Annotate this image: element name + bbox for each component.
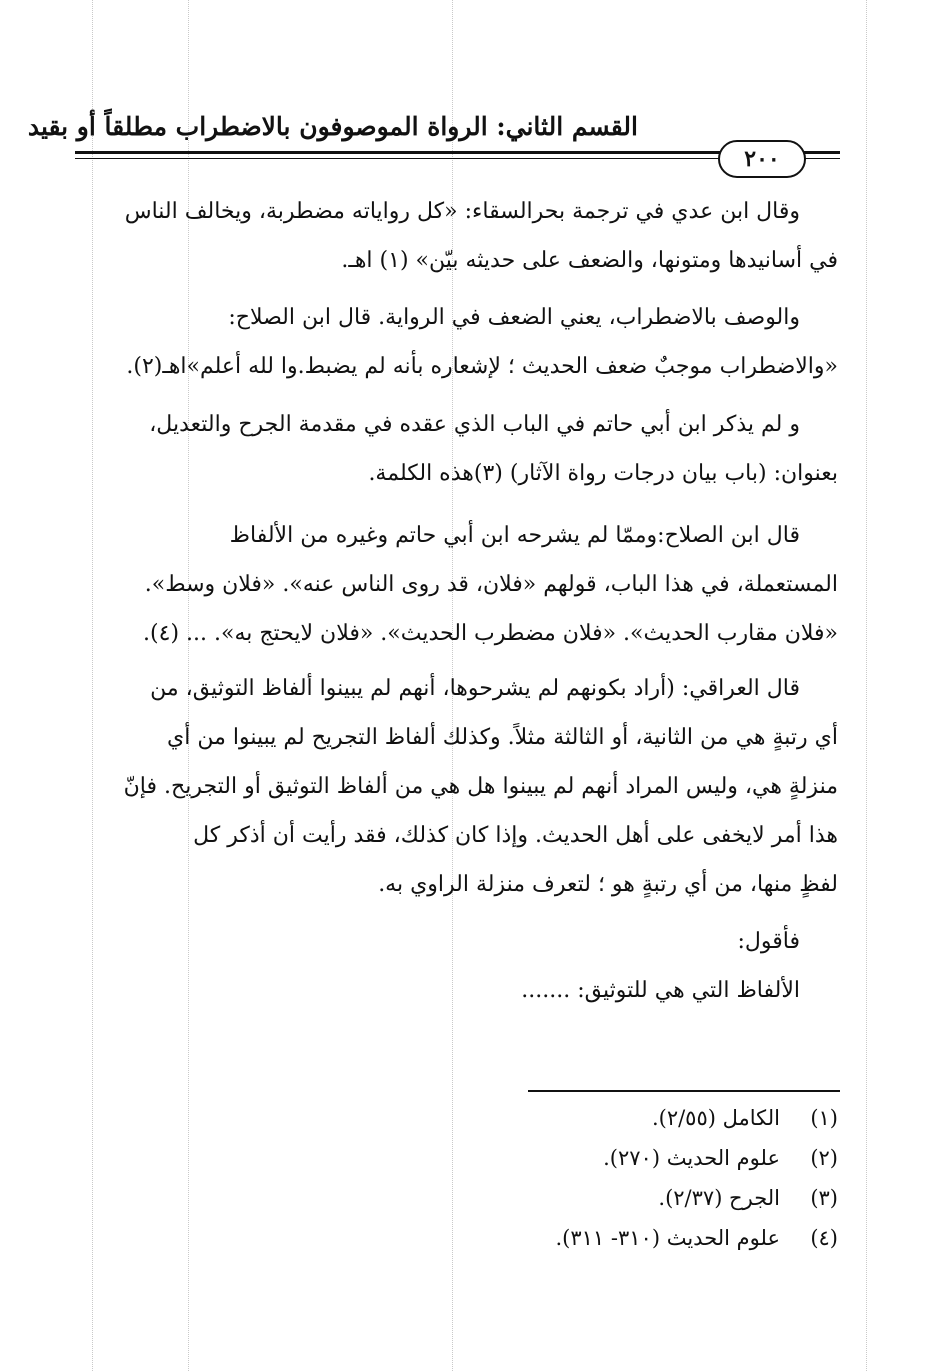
scan-artifact <box>866 0 867 1371</box>
text-line: «والاضطراب موجبٌ ضعف الحديث ؛ لإشعاره بأنه لم يضبط.وا لله أعلم»اهـ(٢). <box>126 354 838 379</box>
text-line: المستعملة، في هذا الباب، قولهم «فلان، قد روى الناس عنه». «فلان وسط». <box>144 572 838 597</box>
footnote-item <box>400 1098 838 1138</box>
text-line: لفظٍ منها، من أي رتبةٍ هو ؛ لتعرف منزلة الراوي به. <box>378 872 838 897</box>
text-line: والوصف بالاضطراب، يعني الضعف في الرواية. قال ابن الصلاح: <box>228 305 800 330</box>
text-line: أي رتبةٍ هي من الثانية، أو الثالثة مثلاً. وكذلك ألفاظ التجريح لم يبينوا من أي <box>167 725 838 750</box>
text-line: بعنوان: (باب بيان درجات رواة الآثار) (٣)هذه الكلمة. <box>368 461 838 486</box>
paragraph-ibn-salah <box>78 511 838 658</box>
paragraph-ibn-adi <box>78 187 838 285</box>
footnote-separator <box>528 1090 840 1092</box>
footnote-item <box>400 1218 838 1258</box>
paragraph-conclusion <box>78 917 838 1015</box>
paragraph-definition <box>78 293 838 391</box>
text-line: منزلةٍ هي، وليس المراد أنهم لم يبينوا هل هي من ألفاظ التوثيق أو التجريح. فإنّ <box>123 774 838 799</box>
paragraph-ibn-abi-hatim <box>78 400 838 498</box>
paragraph-iraqi <box>78 664 838 909</box>
footnote-item <box>400 1138 838 1178</box>
footnote-text: الجرح (٢/٣٧). <box>658 1186 780 1210</box>
running-header-title: القسم الثاني: الرواة الموصوفون بالاضطراب مطلقاً أو بقيد <box>27 112 638 141</box>
footnote-text: علوم الحديث (٢٧٠). <box>603 1146 780 1170</box>
footnote-item <box>400 1178 838 1218</box>
text-line: فأقول: <box>737 929 800 954</box>
footnotes <box>400 1098 838 1258</box>
text-line: وقال ابن عدي في ترجمة بحرالسقاء: «كل رواياته مضطربة، ويخالف الناس <box>124 199 800 224</box>
text-line: «فلان مقارب الحديث». «فلان مضطرب الحديث». «فلان لايحتج به». ... (٤). <box>143 621 838 646</box>
footnote-number: (١) <box>810 1106 838 1130</box>
text-line: قال العراقي: (أراد بكونهم لم يشرحوها، أنهم لم يبينوا ألفاظ التوثيق، من <box>150 676 800 701</box>
footnote-text: الكامل (٢/٥٥). <box>651 1106 780 1130</box>
text-line: قال ابن الصلاح:وممّا لم يشرحه ابن أبي حاتم وغيره من الألفاظ <box>229 523 800 548</box>
text-line: الألفاظ التي هي للتوثيق: ....... <box>521 978 800 1003</box>
footnote-text: علوم الحديث (٣١٠- ٣١١). <box>555 1226 780 1250</box>
text-line: في أسانيدها ومتونها، والضعف على حديثه بيّن» (١) اهـ. <box>341 248 838 273</box>
footnote-number: (٣) <box>810 1186 838 1210</box>
footnote-number: (٢) <box>810 1146 838 1170</box>
text-line: و لم يذكر ابن أبي حاتم في الباب الذي عقده في مقدمة الجرح والتعديل، <box>149 412 800 437</box>
footnote-number: (٤) <box>810 1226 838 1250</box>
text-line: هذا أمر لايخفى على أهل الحديث. وإذا كان كذلك، فقد رأيت أن أذكر كل <box>193 823 838 848</box>
page-number: ٢٠٠ <box>718 140 806 178</box>
